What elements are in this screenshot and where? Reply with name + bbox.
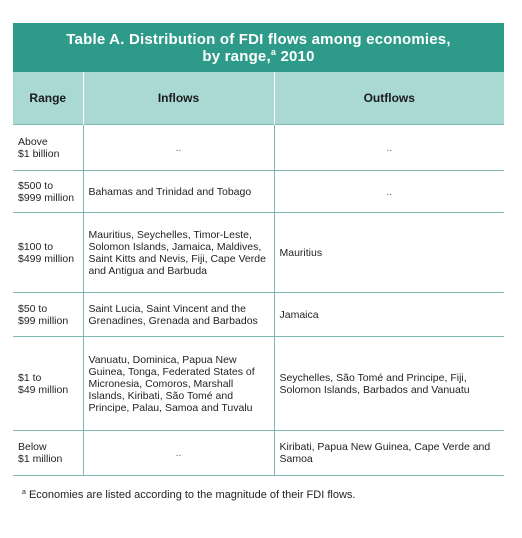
table-row — [13, 213, 504, 293]
table-row — [13, 125, 504, 171]
table-row — [13, 171, 504, 213]
range-text: $1 million — [18, 453, 63, 465]
footnote-marker: a — [22, 489, 26, 496]
range-text: $49 million — [18, 383, 69, 396]
table-row — [13, 431, 504, 476]
inflows-cell: Vanuatu, Dominica, Papua New Guinea, Tonga, Federated States of Micronesia, Comoros, Marshall Islands, Kiribati, São Tomé and Principe, Palau, Samoa and Tuvalu — [83, 337, 274, 431]
range-text: $50 to — [18, 302, 48, 315]
range-text: $1 to — [18, 371, 42, 384]
table-title-line2-text: by range, — [202, 48, 271, 65]
fdi-table-container — [13, 23, 504, 476]
inflows-cell: .. — [83, 125, 274, 171]
outflows-cell: Jamaica — [274, 293, 504, 337]
inflows-cell: Saint Lucia, Saint Vincent and the Grenadines, Grenada and Barbados — [83, 293, 274, 337]
title-footnote-marker: a — [270, 47, 277, 57]
range-cell — [13, 125, 83, 171]
table-title-year: 2010 — [276, 48, 315, 65]
fdi-distribution-table — [13, 72, 504, 476]
range-text: $100 to — [18, 240, 54, 253]
range-cell — [13, 293, 83, 337]
range-text: Above — [18, 135, 48, 148]
header-range: Range — [13, 72, 83, 125]
range-cell — [13, 431, 83, 476]
header-outflows: Outflows — [274, 72, 504, 125]
footnote — [22, 489, 355, 501]
table-title-line1: Table A. Distribution of FDI flows among economies, — [66, 31, 451, 48]
outflows-cell: Mauritius — [274, 213, 504, 293]
range-text: $999 million — [18, 191, 75, 204]
range-text: $99 million — [18, 314, 69, 327]
range-cell — [13, 171, 83, 213]
table-header — [13, 72, 504, 125]
outflows-cell: Seychelles, São Tomé and Principe, Fiji, Solomon Islands, Barbados and Vanuatu — [274, 337, 504, 431]
range-text: $500 to — [18, 179, 54, 192]
outflows-cell: .. — [274, 125, 504, 171]
range-text: Below — [18, 441, 47, 453]
footnote-text: Economies are listed according to the magnitude of their FDI flows. — [25, 489, 356, 501]
inflows-cell: Bahamas and Trinidad and Tobago — [83, 171, 274, 213]
table-title — [13, 23, 504, 72]
table-title-line2 — [23, 48, 494, 65]
table-row — [13, 293, 504, 337]
range-cell — [13, 337, 83, 431]
outflows-cell: .. — [274, 171, 504, 213]
outflows-cell: Kiribati, Papua New Guinea, Cape Verde and Samoa — [274, 431, 504, 476]
table-row — [13, 337, 504, 431]
range-text: $1 billion — [18, 147, 60, 160]
range-cell — [13, 213, 83, 293]
table-body — [13, 125, 504, 476]
header-inflows: Inflows — [83, 72, 274, 125]
inflows-cell: .. — [83, 431, 274, 476]
header-row — [13, 72, 504, 125]
range-text: $499 million — [18, 252, 75, 265]
inflows-cell: Mauritius, Seychelles, Timor-Leste, Solomon Islands, Jamaica, Maldives, Saint Kitts and Nevis, Fiji, Cape Verde and Antigua and Barbuda — [83, 213, 274, 293]
